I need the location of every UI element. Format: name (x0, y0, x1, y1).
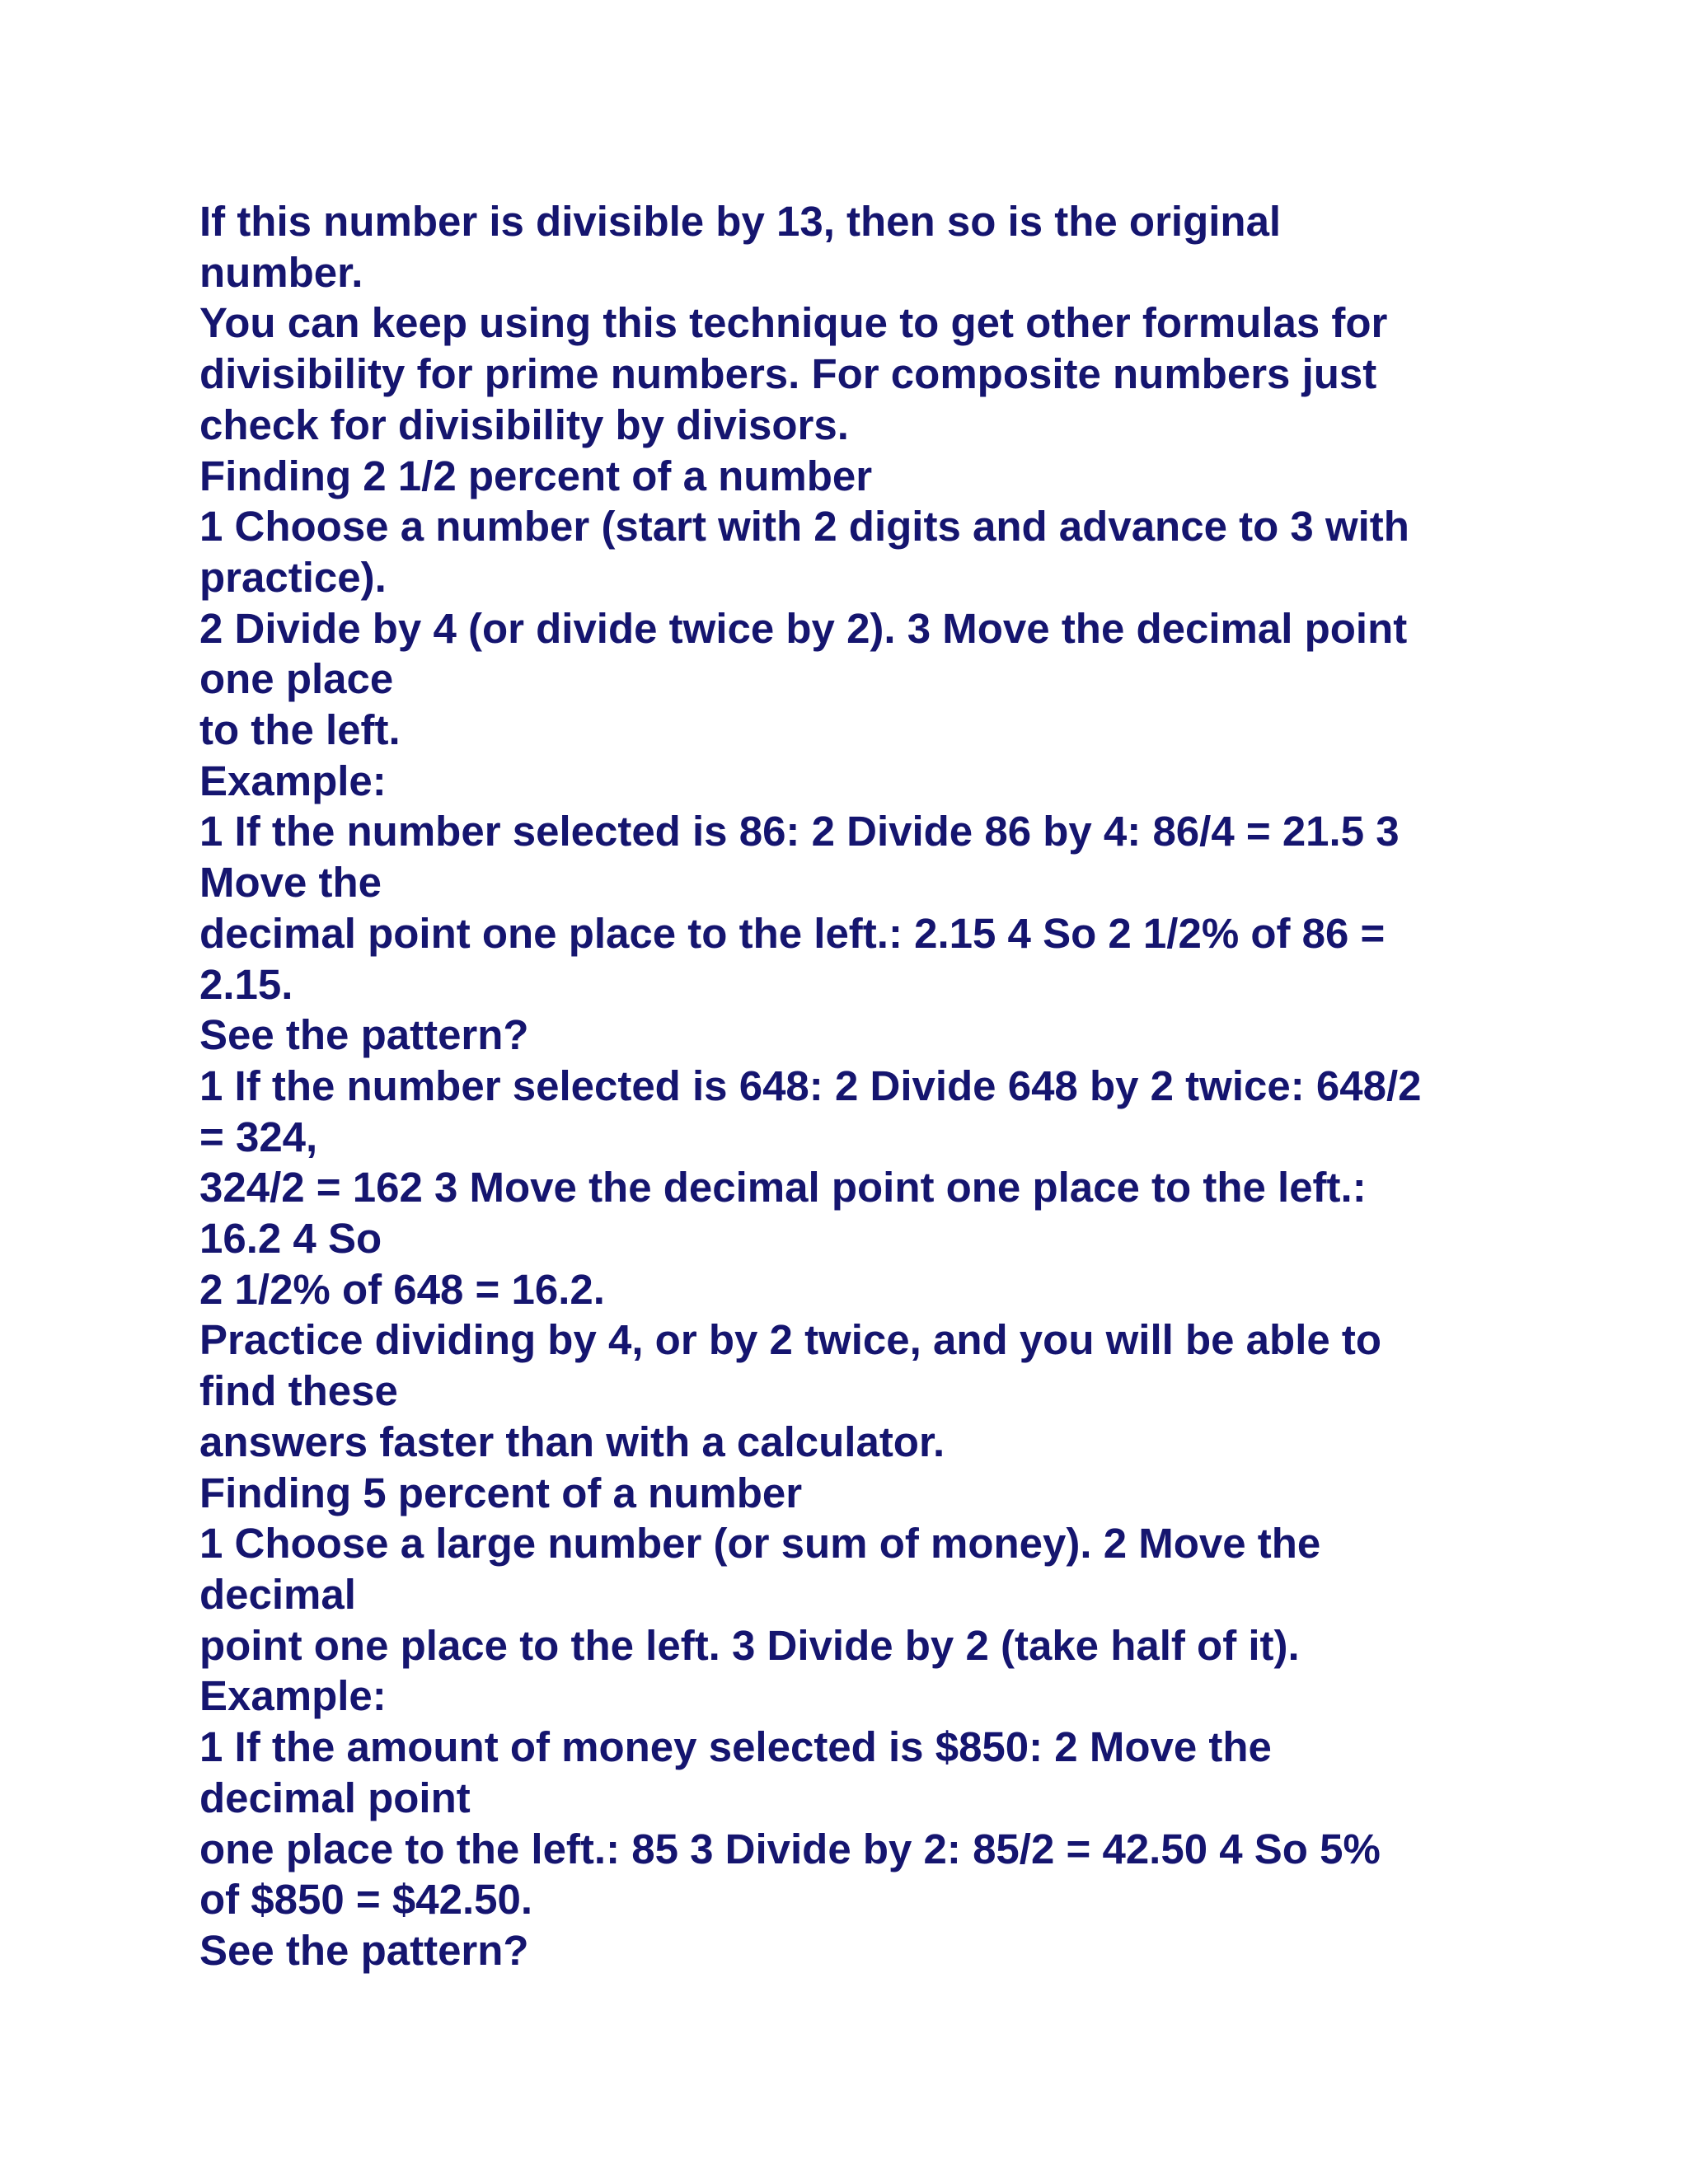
text-line: 1 Choose a large number (or sum of money). 2 Move the (199, 1520, 1321, 1568)
text-line: decimal point (199, 1774, 471, 1821)
text-line: practice). (199, 553, 387, 601)
text-line: 2 1/2% of 648 = 16.2. (199, 1265, 605, 1313)
document-body (199, 196, 1518, 1976)
text-line: one place to the left.: 85 3 Divide by 2: 85/2 = 42.50 4 So 5% (199, 1825, 1381, 1872)
text-line: If this number is divisible by 13, then so is the original (199, 198, 1282, 245)
text-line: 1 If the number selected is 648: 2 Divide 648 by 2 twice: 648/2 (199, 1062, 1422, 1109)
text-line: divisibility for prime numbers. For composite numbers just (199, 350, 1377, 398)
text-line: Move the (199, 859, 382, 907)
text-line: check for divisibility by divisors. (199, 401, 849, 448)
text-line: to the left. (199, 706, 401, 754)
text-line: You can keep using this technique to get other formulas for (199, 299, 1388, 347)
text-line: answers faster than with a calculator. (199, 1418, 945, 1465)
text-line: number. (199, 248, 363, 296)
text-line: 324/2 = 162 3 Move the decimal point one place to the left.: (199, 1164, 1367, 1212)
text-line: 1 Choose a number (start with 2 digits and advance to 3 with (199, 503, 1409, 551)
section-heading: Finding 5 percent of a number (199, 1469, 803, 1516)
text-line: 2.15. (199, 960, 293, 1008)
example-label: Example: (199, 757, 387, 804)
section-heading: Finding 2 1/2 percent of a number (199, 452, 873, 499)
text-line: find these (199, 1367, 398, 1415)
text-line: 1 If the amount of money selected is $850: 2 Move the (199, 1723, 1272, 1771)
text-line: of $850 = $42.50. (199, 1876, 533, 1924)
text-line: 16.2 4 So (199, 1215, 382, 1263)
text-line: 1 If the number selected is 86: 2 Divide 86 by 4: 86/4 = 21.5 3 (199, 808, 1400, 855)
text-line: decimal point one place to the left.: 2.15 4 So 2 1/2% of 86 = (199, 909, 1386, 957)
text-line: = 324, (199, 1113, 318, 1160)
text-line: point one place to the left. 3 Divide by 2 (take half of it). (199, 1621, 1300, 1669)
text-line: See the pattern? (199, 1011, 529, 1059)
text-line: decimal (199, 1570, 356, 1618)
text-line: 2 Divide by 4 (or divide twice by 2). 3 Move the decimal point (199, 604, 1408, 652)
example-label: Example: (199, 1672, 387, 1720)
text-line: one place (199, 655, 394, 703)
text-line: Practice dividing by 4, or by 2 twice, and you will be able to (199, 1316, 1382, 1364)
text-line: See the pattern? (199, 1926, 529, 1974)
